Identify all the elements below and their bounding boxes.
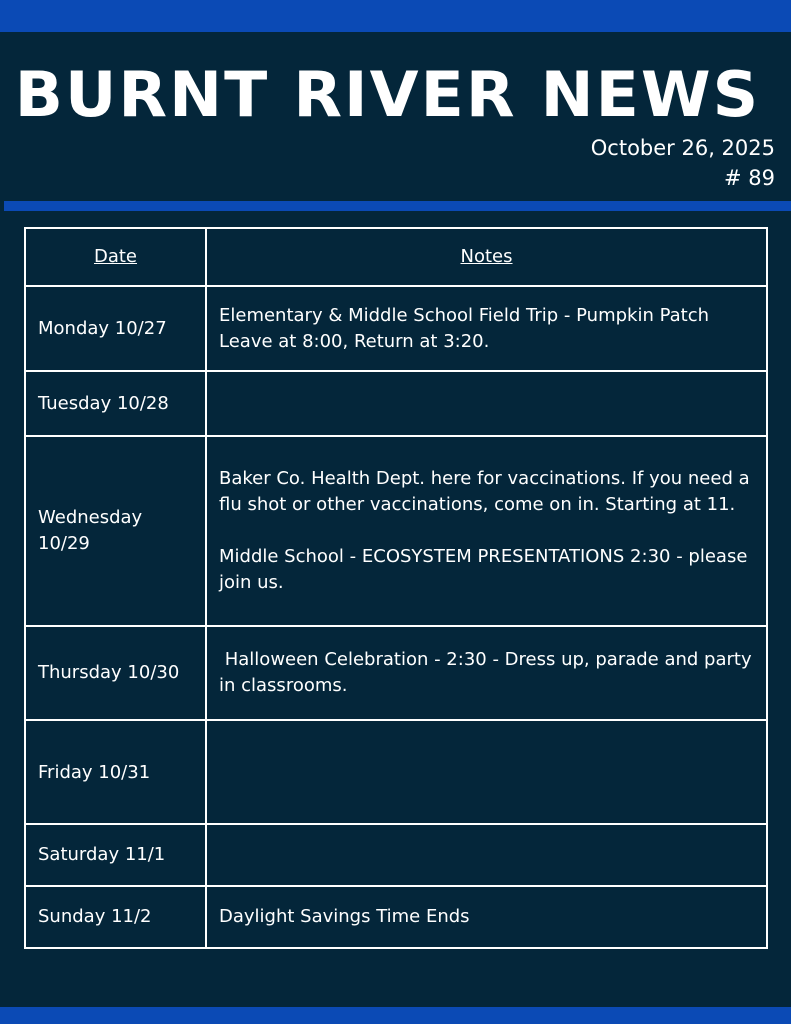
bottom-accent-bar [0, 1007, 791, 1024]
table-row [25, 436, 767, 626]
top-accent-bar [0, 0, 791, 32]
header-divider [4, 201, 791, 211]
note-text: Halloween Celebration - 2:30 - Dress up, parade and party in classrooms. [219, 649, 758, 696]
issue-number: # 89 [724, 166, 775, 190]
table-header-row [25, 228, 767, 286]
table-row [25, 886, 767, 948]
issue-date: October 26, 2025 [590, 136, 775, 160]
weekly-schedule-table [24, 227, 768, 949]
day-cell: Friday 10/31 [25, 720, 206, 824]
day-cell: Tuesday 10/28 [25, 371, 206, 436]
table-row [25, 824, 767, 886]
notes-cell [206, 720, 767, 824]
table-row [25, 720, 767, 824]
notes-cell [206, 824, 767, 886]
note-text: Baker Co. Health Dept. here for vaccinations. If you need a flu shot or other vaccinations, come on in. Starting at 11. [219, 468, 750, 515]
day-cell: Sunday 11/2 [25, 886, 206, 948]
notes-cell [206, 626, 767, 720]
note-text: Daylight Savings Time Ends [219, 906, 470, 927]
newsletter-title: BURNT RIVER NEWS [14, 58, 761, 131]
notes-column-header: Notes [206, 228, 767, 286]
table-row [25, 371, 767, 436]
notes-cell [206, 371, 767, 436]
day-cell: Thursday 10/30 [25, 626, 206, 720]
table-row [25, 286, 767, 371]
table-row [25, 626, 767, 720]
day-cell: Monday 10/27 [25, 286, 206, 371]
notes-cell [206, 886, 767, 948]
date-column-header: Date [25, 228, 206, 286]
note-text: Middle School - ECOSYSTEM PRESENTATIONS 2:30 - please join us. [219, 546, 748, 593]
notes-cell [206, 286, 767, 371]
day-cell: Wednesday 10/29 [25, 436, 206, 626]
notes-cell [206, 436, 767, 626]
day-cell: Saturday 11/1 [25, 824, 206, 886]
note-text: Elementary & Middle School Field Trip - Pumpkin Patch Leave at 8:00, Return at 3:20. [219, 304, 710, 352]
